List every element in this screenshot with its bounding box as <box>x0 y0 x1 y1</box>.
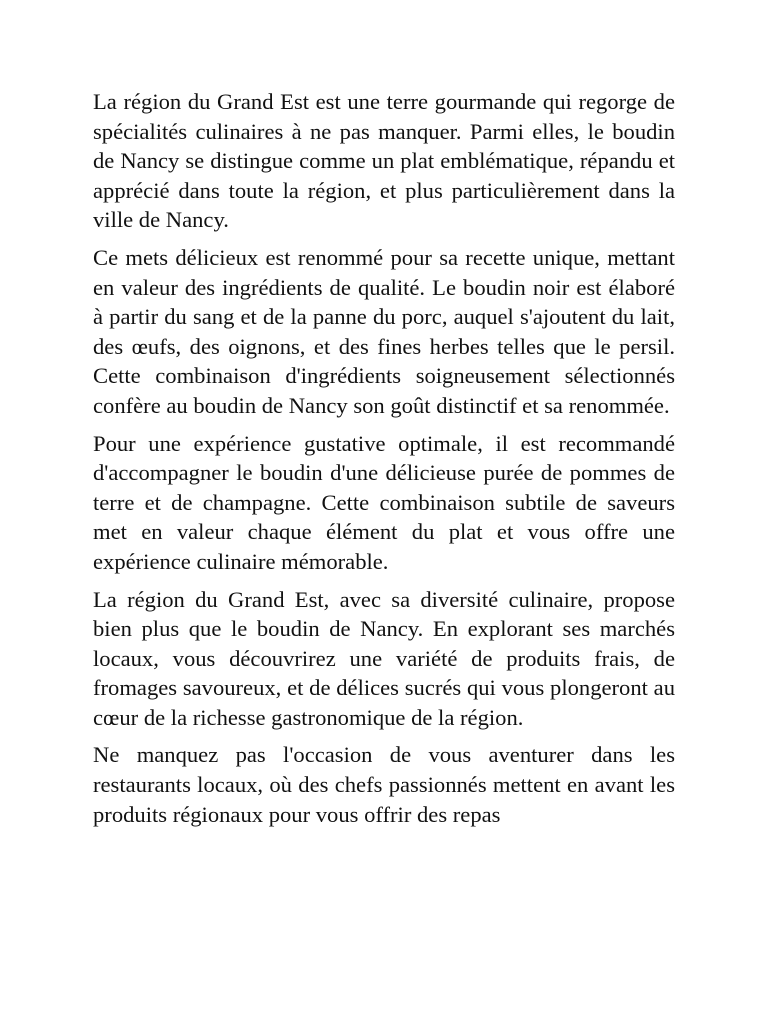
paragraph-restaurants: Ne manquez pas l'occasion de vous aventurer dans les restaurants locaux, où des chefs passionnés mettent en avant les produits régionaux pour vous offrir des repas <box>93 742 675 827</box>
paragraph-intro: La région du Grand Est est une terre gourmande qui regorge de spécialités culinaires à ne pas manquer. Parmi elles, le boudin de Nancy se distingue comme un plat emblématique, répandu et apprécié dans toute la région, et plus particulièrement dans la ville de Nancy. <box>93 89 675 233</box>
paragraph-region: La région du Grand Est, avec sa diversité culinaire, propose bien plus que le boudin de Nancy. En explorant ses marchés locaux, vous découvrirez une variété de produits frais, de fromages savoureux, et de délices sucrés qui vous plongeront au cœur de la richesse gastronomique de la région. <box>93 586 675 730</box>
paragraph-pairing: Pour une expérience gustative optimale, il est recommandé d'accompagner le boudin d'une délicieuse purée de pommes de terre et de champagne. Cette combinaison subtile de saveurs met en valeur chaque élément du plat et vous offre une expérience culinaire mémorable. <box>93 430 675 574</box>
paragraph-recipe: Ce mets délicieux est renommé pour sa recette unique, mettant en valeur des ingrédients de qualité. Le boudin noir est élaboré à partir du sang et de la panne du porc, auquel s'ajoutent du lait, des œufs, des oignons, et des fines herbes telles que le persil. Cette combinaison d'ingrédients soigneusement sélectionnés confère au boudin de Nancy son goût distinctif et sa renommée. <box>93 244 675 418</box>
document-page <box>93 87 675 837</box>
